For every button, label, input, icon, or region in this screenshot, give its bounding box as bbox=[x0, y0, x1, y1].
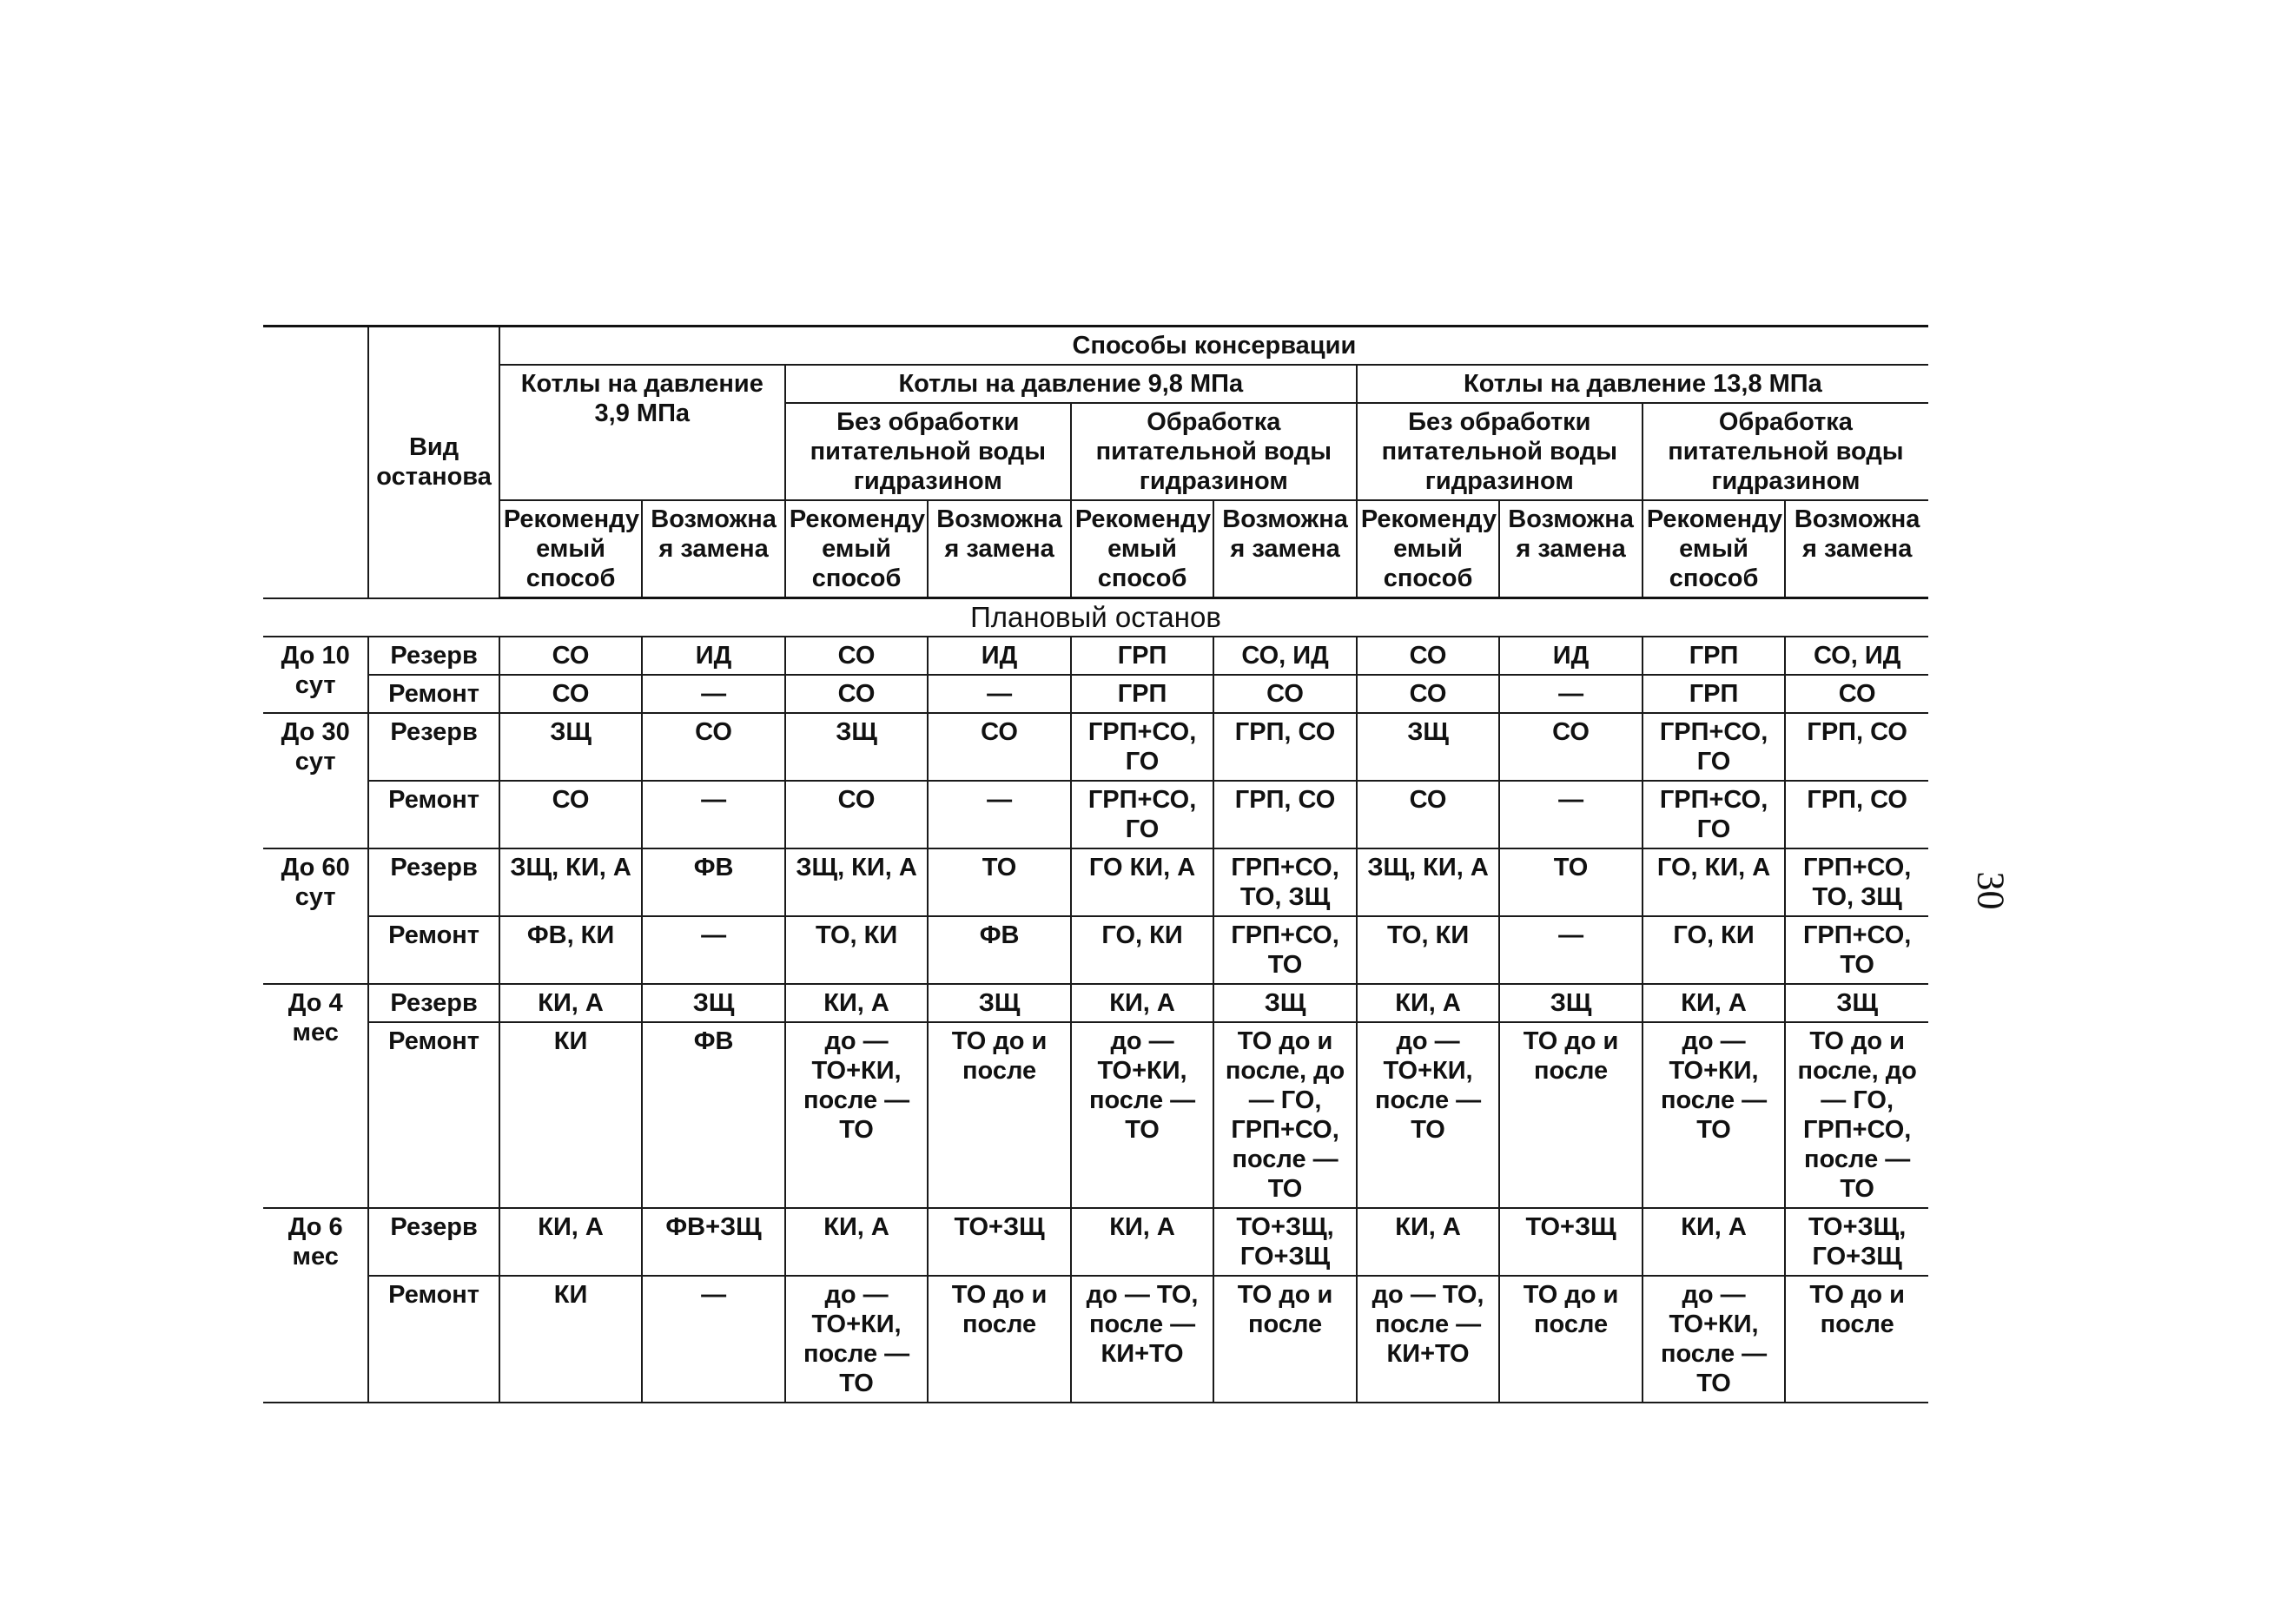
method-cell: КИ, А bbox=[1643, 1208, 1786, 1276]
period-cell: До 60 сут bbox=[263, 848, 368, 984]
method-cell: СО bbox=[1499, 713, 1643, 781]
method-cell: ЗЩ, КИ, А bbox=[499, 848, 643, 916]
method-cell: ГРП+СО, ГО bbox=[1071, 713, 1214, 781]
table-row bbox=[263, 781, 1928, 848]
kind-column-header bbox=[368, 327, 499, 598]
method-cell: ГРП bbox=[1643, 637, 1786, 675]
kind-cell: Резерв bbox=[368, 848, 499, 916]
method-cell: ГРП, СО bbox=[1213, 713, 1357, 781]
table-row bbox=[263, 1276, 1928, 1403]
kind-cell: Резерв bbox=[368, 713, 499, 781]
method-cell: до — ТО+КИ, после — ТО bbox=[1357, 1022, 1500, 1208]
section-title: Плановый останов bbox=[263, 598, 1928, 637]
method-cell: КИ, А bbox=[1357, 1208, 1500, 1276]
replacement-header: Возможна я замена bbox=[1213, 500, 1357, 598]
method-cell: ТО до и после bbox=[928, 1276, 1071, 1403]
method-cell: СО bbox=[499, 637, 643, 675]
method-cell: ИД bbox=[928, 637, 1071, 675]
table-row bbox=[263, 675, 1928, 713]
method-cell: ГРП bbox=[1071, 675, 1214, 713]
replacement-header: Возможна я замена bbox=[1785, 500, 1928, 598]
period-cell: До 10 сут bbox=[263, 637, 368, 713]
boilers-98-with-treatment-header: Обработка питательной воды гидразином bbox=[1071, 403, 1357, 500]
method-cell: ФВ, КИ bbox=[499, 916, 643, 984]
boilers-39-header: Котлы на давление 3,9 МПа bbox=[499, 365, 785, 500]
method-cell: ИД bbox=[1499, 637, 1643, 675]
method-cell: ГО, КИ, А bbox=[1643, 848, 1786, 916]
method-cell: ГРП+СО, ГО bbox=[1643, 713, 1786, 781]
methods-header: Способы консервации bbox=[499, 327, 1928, 366]
method-cell: до — ТО, после — КИ+ТО bbox=[1357, 1276, 1500, 1403]
method-cell: — bbox=[642, 675, 785, 713]
boilers-138-with-treatment-header: Обработка питательной воды гидразином bbox=[1643, 403, 1928, 500]
method-cell: ГРП, СО bbox=[1213, 781, 1357, 848]
method-cell: ЗЩ bbox=[928, 984, 1071, 1022]
method-cell: ТО до и после bbox=[928, 1022, 1071, 1208]
recommended-header: Рекоменду емый способ bbox=[1071, 500, 1214, 598]
method-cell: до — ТО, после — КИ+ТО bbox=[1071, 1276, 1214, 1403]
method-cell: ГРП+СО, ТО, ЗЩ bbox=[1785, 848, 1928, 916]
method-cell: СО bbox=[1357, 781, 1500, 848]
method-cell: — bbox=[642, 916, 785, 984]
section-row bbox=[263, 598, 1928, 637]
method-cell: ГРП+СО, ГО bbox=[1071, 781, 1214, 848]
boilers-98-header: Котлы на давление 9,8 МПа bbox=[785, 365, 1357, 403]
method-cell: ЗЩ, КИ, А bbox=[1357, 848, 1500, 916]
method-cell: КИ, А bbox=[1071, 984, 1214, 1022]
method-cell: — bbox=[928, 781, 1071, 848]
recommended-header: Рекоменду емый способ bbox=[785, 500, 929, 598]
method-cell: ГРП+СО, ТО, ЗЩ bbox=[1213, 848, 1357, 916]
method-cell: ФВ+ЗЩ bbox=[642, 1208, 785, 1276]
method-cell: до — ТО+КИ, после — ТО bbox=[1643, 1276, 1786, 1403]
recommended-header: Рекоменду емый способ bbox=[1357, 500, 1500, 598]
method-cell: КИ bbox=[499, 1022, 643, 1208]
method-cell: до — ТО+КИ, после — ТО bbox=[785, 1276, 929, 1403]
method-cell: КИ, А bbox=[1357, 984, 1500, 1022]
method-cell: ГРП+СО, ГО bbox=[1643, 781, 1786, 848]
period-column-header bbox=[263, 327, 368, 598]
replacement-header: Возможна я замена bbox=[928, 500, 1071, 598]
method-cell: СО bbox=[785, 781, 929, 848]
table-body bbox=[263, 598, 1928, 1403]
method-cell: ЗЩ bbox=[1785, 984, 1928, 1022]
method-cell: ТО до и после bbox=[1499, 1022, 1643, 1208]
method-cell: СО bbox=[1785, 675, 1928, 713]
method-cell: ТО, КИ bbox=[1357, 916, 1500, 984]
method-cell: ЗЩ bbox=[1499, 984, 1643, 1022]
kind-cell: Ремонт bbox=[368, 675, 499, 713]
method-cell: ЗЩ bbox=[642, 984, 785, 1022]
method-cell: ФВ bbox=[642, 1022, 785, 1208]
method-cell: КИ, А bbox=[785, 984, 929, 1022]
method-cell: ИД bbox=[642, 637, 785, 675]
method-cell: КИ bbox=[499, 1276, 643, 1403]
replacement-header: Возможна я замена bbox=[1499, 500, 1643, 598]
method-cell: ТО до и после bbox=[1785, 1276, 1928, 1403]
method-cell: ЗЩ bbox=[499, 713, 643, 781]
method-cell: ТО bbox=[1499, 848, 1643, 916]
method-cell: — bbox=[642, 781, 785, 848]
period-cell: До 4 мес bbox=[263, 984, 368, 1208]
kind-cell: Ремонт bbox=[368, 781, 499, 848]
method-cell: СО, ИД bbox=[1213, 637, 1357, 675]
method-cell: до — ТО+КИ, после — ТО bbox=[785, 1022, 929, 1208]
kind-cell: Резерв bbox=[368, 984, 499, 1022]
replacement-header: Возможна я замена bbox=[642, 500, 785, 598]
method-cell: СО bbox=[642, 713, 785, 781]
method-cell: ГО КИ, А bbox=[1071, 848, 1214, 916]
boilers-98-without-treatment-header: Без обработки питательной воды гидразином bbox=[785, 403, 1071, 500]
kind-cell: Ремонт bbox=[368, 916, 499, 984]
method-cell: ТО+ЗЩ bbox=[928, 1208, 1071, 1276]
method-cell: ГРП, СО bbox=[1785, 713, 1928, 781]
period-cell: До 6 мес bbox=[263, 1208, 368, 1403]
method-cell: ЗЩ bbox=[785, 713, 929, 781]
recommended-header: Рекоменду емый способ bbox=[499, 500, 643, 598]
method-cell: — bbox=[928, 675, 1071, 713]
method-cell: СО bbox=[499, 781, 643, 848]
method-cell: СО bbox=[928, 713, 1071, 781]
method-cell: СО bbox=[499, 675, 643, 713]
method-cell: ТО до и после, до — ГО, ГРП+СО, после — ТО bbox=[1785, 1022, 1928, 1208]
method-cell: ЗЩ bbox=[1357, 713, 1500, 781]
method-cell: КИ, А bbox=[1643, 984, 1786, 1022]
method-cell: ТО+ЗЩ, ГО+ЗЩ bbox=[1213, 1208, 1357, 1276]
method-cell: до — ТО+КИ, после — ТО bbox=[1071, 1022, 1214, 1208]
method-cell: — bbox=[1499, 675, 1643, 713]
recommended-header: Рекоменду емый способ bbox=[1643, 500, 1786, 598]
table-row bbox=[263, 1208, 1928, 1276]
kind-cell: Ремонт bbox=[368, 1276, 499, 1403]
table-row bbox=[263, 1022, 1928, 1208]
method-cell: — bbox=[1499, 781, 1643, 848]
method-cell: ТО до и после bbox=[1499, 1276, 1643, 1403]
method-cell: ТО bbox=[928, 848, 1071, 916]
method-cell: КИ, А bbox=[499, 984, 643, 1022]
boilers-138-without-treatment-header: Без обработки питательной воды гидразином bbox=[1357, 403, 1643, 500]
table-row bbox=[263, 848, 1928, 916]
table-row bbox=[263, 637, 1928, 675]
method-cell: ТО до и после, до — ГО, ГРП+СО, после — ТО bbox=[1213, 1022, 1357, 1208]
method-cell: ГРП bbox=[1071, 637, 1214, 675]
table-row bbox=[263, 713, 1928, 781]
table-header bbox=[263, 327, 1928, 598]
method-cell: КИ, А bbox=[785, 1208, 929, 1276]
method-cell: СО bbox=[785, 675, 929, 713]
method-cell: — bbox=[642, 1276, 785, 1403]
method-cell: ЗЩ bbox=[1213, 984, 1357, 1022]
method-cell: ГРП, СО bbox=[1785, 781, 1928, 848]
boilers-138-header: Котлы на давление 13,8 МПа bbox=[1357, 365, 1928, 403]
method-cell: ГО, КИ bbox=[1071, 916, 1214, 984]
method-cell: ФВ bbox=[928, 916, 1071, 984]
method-cell: ГРП+СО, ТО bbox=[1785, 916, 1928, 984]
method-cell: ТО до и после bbox=[1213, 1276, 1357, 1403]
method-cell: ГРП+СО, ТО bbox=[1213, 916, 1357, 984]
kind-cell: Резерв bbox=[368, 1208, 499, 1276]
method-cell: КИ, А bbox=[1071, 1208, 1214, 1276]
kind-cell: Ремонт bbox=[368, 1022, 499, 1208]
method-cell: ГО, КИ bbox=[1643, 916, 1786, 984]
method-cell: СО bbox=[785, 637, 929, 675]
method-cell: до — ТО+КИ, после — ТО bbox=[1643, 1022, 1786, 1208]
method-cell: ФВ bbox=[642, 848, 785, 916]
method-cell: КИ, А bbox=[499, 1208, 643, 1276]
page-number: 30 bbox=[1969, 871, 2013, 910]
method-cell: — bbox=[1499, 916, 1643, 984]
kind-header-label: Вид останова bbox=[376, 433, 492, 492]
table-row bbox=[263, 916, 1928, 984]
method-cell: ЗЩ, КИ, А bbox=[785, 848, 929, 916]
method-cell: ТО+ЗЩ, ГО+ЗЩ bbox=[1785, 1208, 1928, 1276]
method-cell: ТО+ЗЩ bbox=[1499, 1208, 1643, 1276]
period-cell: До 30 сут bbox=[263, 713, 368, 848]
method-cell: ГРП bbox=[1643, 675, 1786, 713]
method-cell: СО bbox=[1357, 637, 1500, 675]
conservation-methods-table bbox=[263, 325, 1928, 1403]
method-cell: СО, ИД bbox=[1785, 637, 1928, 675]
kind-cell: Резерв bbox=[368, 637, 499, 675]
method-cell: СО bbox=[1357, 675, 1500, 713]
method-cell: ТО, КИ bbox=[785, 916, 929, 984]
method-cell: СО bbox=[1213, 675, 1357, 713]
table-row bbox=[263, 984, 1928, 1022]
